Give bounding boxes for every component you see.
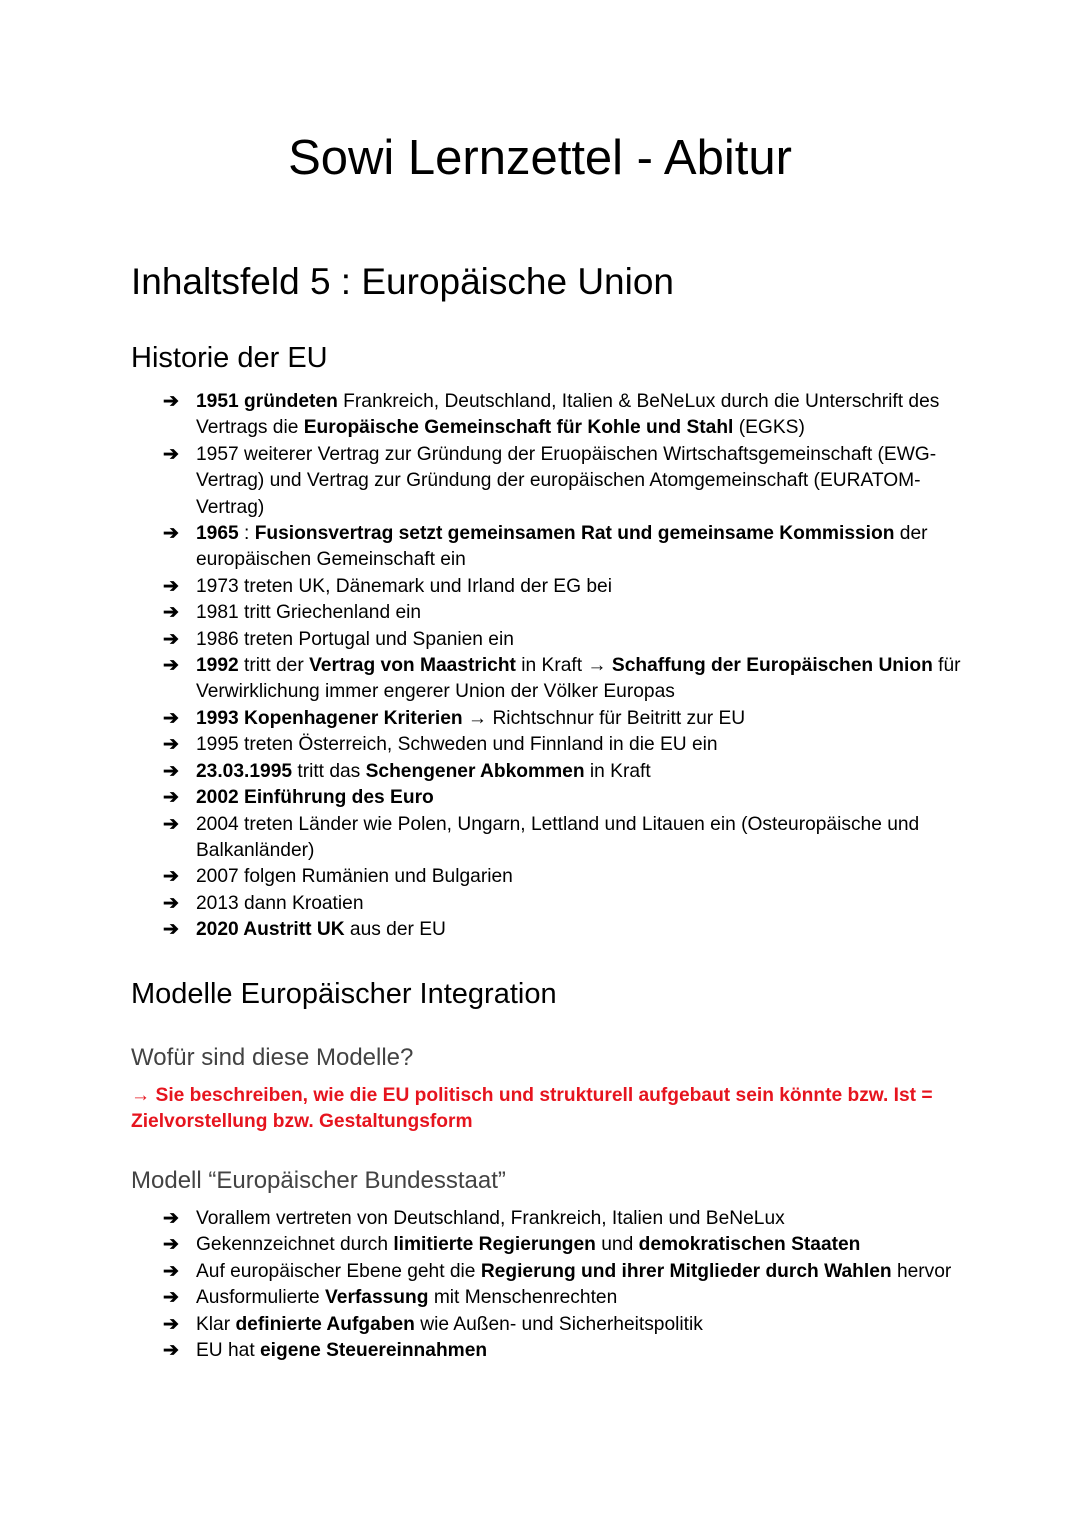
list-item: [163, 653, 963, 706]
text: 1995 treten Österreich, Schweden und Finnland in die EU ein: [196, 734, 718, 756]
arrow-bullet-icon: ➔: [163, 575, 179, 597]
bold-text: Fusionsvertrag setzt gemeinsamen Rat und gemeinsame Kommission: [254, 523, 895, 545]
arrow-bullet-icon: ➔: [163, 892, 179, 914]
arrow-bullet-icon: ➔: [163, 523, 179, 545]
arrow-bullet-icon: ➔: [163, 391, 179, 412]
arrow-bullet-icon: ➔: [163, 1313, 179, 1335]
text: → Richtschnur für Beitritt zur EU: [462, 707, 746, 729]
arrow-bullet-icon: ➔: [163, 787, 179, 809]
bold-text: eigene Steuereinnahmen: [260, 1340, 488, 1362]
text: in Kraft: [584, 760, 651, 782]
subheading-modelle: Modelle Europäischer Integration: [131, 978, 557, 1010]
text: 2013 dann Kroatien: [196, 892, 364, 914]
text: Ausformulierte: [196, 1287, 326, 1309]
arrow-bullet-icon: ➔: [163, 1340, 179, 1362]
text: (EGKS): [733, 417, 805, 439]
purpose-note: → Sie beschreiben, wie die EU politisch und strukturell aufgebaut sein könnte bzw. Ist = Zielvorstellung bzw. Gestaltungsform: [131, 1085, 933, 1133]
text: 1973 treten UK, Dänemark und Irland der EG bei: [196, 575, 612, 597]
text: Frankreich, Deutschland, Italien & BeNeLux durch die Unterschrift des Vertrags die: [196, 391, 940, 439]
arrow-bullet-icon: ➔: [163, 1234, 179, 1256]
bold-text: Regierung und ihrer Mitglieder durch Wahlen: [480, 1260, 892, 1282]
arrow-bullet-icon: ➔: [163, 1287, 179, 1309]
list-item: [163, 864, 963, 890]
text: EU hat: [196, 1340, 260, 1362]
list-item: [163, 442, 963, 521]
text: 1981 tritt Griechenland ein: [196, 602, 422, 624]
text: 1957 weiterer Vertrag zur Gründung der Eruopäischen Wirtschaftsgemeinschaft (EWG-Vertrag) und Vertrag zur Gründung der europäischen Atomgemeinschaft (EURATOM-Vertrag): [196, 443, 937, 518]
bold-text: 2002 Einführung des Euro: [196, 787, 434, 809]
list-item: [163, 891, 963, 917]
arrow-bullet-icon: ➔: [163, 734, 179, 756]
bold-text: Schengener Abkommen: [365, 760, 585, 782]
list-item: [163, 917, 963, 943]
bold-text: 1951 gründeten: [196, 391, 338, 412]
bold-text: 1993 Kopenhagener Kriterien: [196, 707, 463, 729]
historie-list: [163, 389, 963, 944]
text: und: [595, 1234, 639, 1256]
section-heading-inhaltsfeld: Inhaltsfeld 5 : Europäische Union: [131, 261, 675, 302]
list-item: [163, 521, 963, 574]
text: wie Außen- und Sicherheitspolitik: [414, 1313, 703, 1335]
bold-text: 23.03.1995: [196, 760, 293, 782]
arrow-bullet-icon: ➔: [163, 919, 179, 941]
arrow-bullet-icon: ➔: [163, 760, 179, 782]
list-item: [163, 1206, 963, 1232]
list-item: [163, 574, 963, 600]
subheading-historie: Historie der EU: [131, 342, 328, 374]
list-item: [163, 759, 963, 785]
bold-text: Verfassung: [325, 1287, 429, 1309]
list-item: [163, 706, 963, 732]
subheading-bundesstaat: Modell “Europäischer Bundesstaat”: [131, 1167, 506, 1194]
text: in Kraft →: [515, 655, 612, 677]
bold-text: demokratischen Staaten: [638, 1234, 861, 1256]
arrow-bullet-icon: ➔: [163, 443, 179, 465]
bold-text: Schaffung der Europäischen Union: [611, 655, 933, 677]
document-title: Sowi Lernzettel - Abitur: [288, 131, 792, 185]
arrow-bullet-icon: ➔: [163, 655, 179, 677]
list-item: [163, 1232, 963, 1258]
list-item: [163, 627, 963, 653]
text: :: [238, 523, 255, 545]
bundesstaat-list: [163, 1206, 963, 1364]
text: Gekennzeichnet durch: [196, 1234, 394, 1256]
arrow-bullet-icon: ➔: [163, 1260, 179, 1282]
text: tritt der: [238, 655, 310, 677]
arrow-bullet-icon: ➔: [163, 1208, 179, 1229]
text: aus der EU: [344, 919, 446, 941]
list-item: [163, 600, 963, 626]
arrow-bullet-icon: ➔: [163, 628, 179, 650]
list-item: [163, 1259, 963, 1285]
bold-text: 1992: [196, 655, 239, 677]
arrow-bullet-icon: ➔: [163, 866, 179, 888]
list-item: [163, 785, 963, 811]
text: tritt das: [292, 760, 366, 782]
bold-text: limitierte Regierungen: [393, 1234, 596, 1256]
text: 2004 treten Länder wie Polen, Ungarn, Lettland und Litauen ein (Osteuropäische und Balkanländer): [196, 813, 920, 861]
list-item: [163, 1312, 963, 1338]
arrow-bullet-icon: ➔: [163, 707, 179, 729]
bold-text: 1965: [196, 523, 239, 545]
text: für Verwirklichung immer engerer Union der Völker Europas: [196, 655, 961, 703]
text: Vorallem vertreten von Deutschland, Frankreich, Italien und BeNeLux: [196, 1208, 785, 1229]
text: Klar: [196, 1313, 236, 1335]
bold-text: 2020 Austritt UK: [196, 919, 345, 941]
bold-text: Vertrag von Maastricht: [309, 655, 516, 677]
text: hervor: [891, 1260, 952, 1282]
text: 1986 treten Portugal und Spanien ein: [196, 628, 514, 650]
text: mit Menschenrechten: [428, 1287, 618, 1309]
text: 2007 folgen Rumänien und Bulgarien: [196, 866, 513, 888]
list-item: [163, 812, 963, 865]
text: Auf europäischer Ebene geht die: [196, 1260, 481, 1282]
subheading-wofuer: Wofür sind diese Modelle?: [131, 1044, 414, 1071]
arrow-bullet-icon: ➔: [163, 602, 179, 624]
list-item: [163, 1285, 963, 1311]
list-item: [163, 732, 963, 758]
list-item: [163, 1338, 963, 1364]
bold-text: definierte Aufgaben: [235, 1313, 415, 1335]
text: der europäischen Gemeinschaft ein: [196, 523, 928, 571]
bold-text: Europäische Gemeinschaft für Kohle und Stahl: [303, 417, 734, 439]
list-item: [163, 389, 963, 442]
arrow-bullet-icon: ➔: [163, 813, 179, 835]
